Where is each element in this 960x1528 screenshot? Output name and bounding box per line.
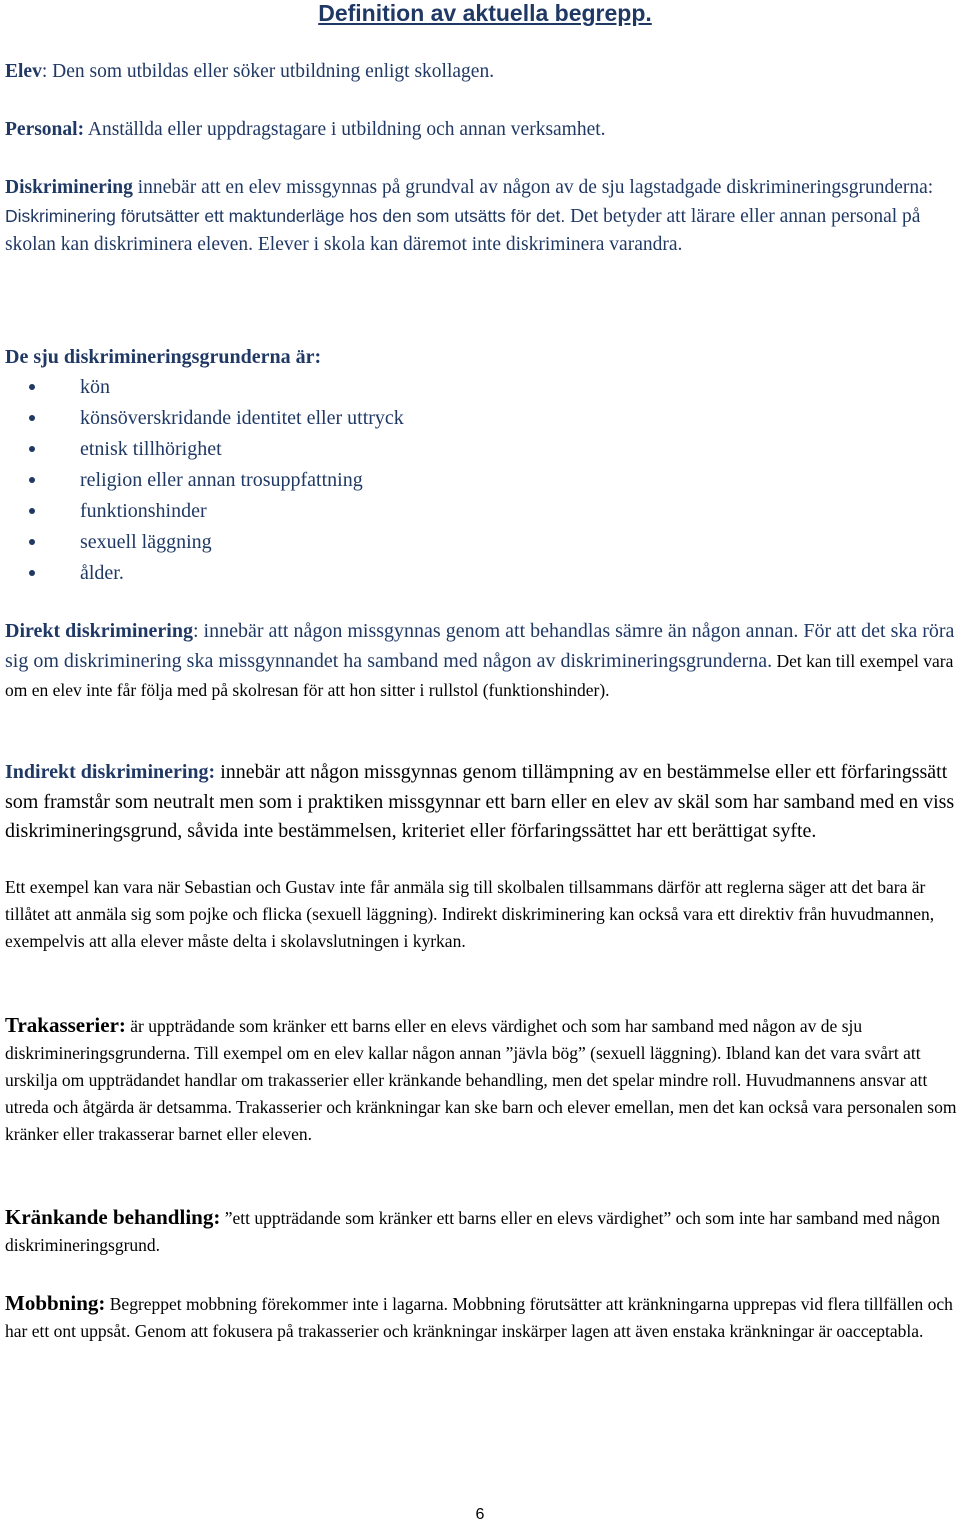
- ground-list-item: [5, 496, 957, 527]
- bullet-icon: [29, 508, 35, 514]
- personal-text: Anställda eller uppdragstagare i utbildning och annan verksamhet.: [84, 119, 606, 140]
- bullet-icon: [29, 570, 35, 576]
- personal-term: Personal:: [5, 119, 85, 140]
- ground-list-item: [5, 372, 957, 403]
- ground-label: ålder.: [80, 562, 124, 584]
- indirekt-definition: [5, 758, 957, 847]
- grounds-heading: De sju diskrimineringsgrunderna är:: [5, 346, 322, 368]
- krankande-definition: [5, 1204, 957, 1259]
- elev-term: Elev: [5, 61, 42, 82]
- ground-label: könsöverskridande identitet eller uttryck: [80, 407, 404, 429]
- direkt-term: Direkt diskriminering: [5, 620, 193, 642]
- direkt-text-1: : innebär att någon missgynnas genom att behandlas sämre än någon annan. För att det ska röra sig om diskriminering ska missgynnandet ha samband med någon av diskrimineringsgrunderna.: [5, 620, 955, 672]
- krankande-text: ”ett uppträdande som kränker ett barns eller en elevs värdighet” och som inte har samband med någon diskrimineringsgrund.: [5, 1208, 941, 1255]
- ground-list-item: [5, 434, 957, 465]
- direkt-text-2: Det kan till exempel vara om en elev inte får följa med på skolresan för att hon sitter i rullstol (funktionshinder).: [5, 650, 954, 700]
- ground-label: sexuell läggning: [80, 531, 212, 553]
- bullet-icon: [29, 539, 35, 545]
- indirekt-text-1: innebär att någon missgynnas genom tillämpning av en bestämmelse eller ett förfaringssätt som framstår som neutralt men som i praktiken missgynnar ett barn eller en elev av skäl som har samband med en viss diskrimineringsgrund, såvida inte bestämmelsen, kriteriet eller förfaringssättet har ett berättigat syfte.: [5, 761, 955, 842]
- diskriminering-term: Diskriminering: [5, 177, 133, 198]
- ground-list-item: [5, 558, 957, 589]
- elev-text: : Den som utbildas eller söker utbildning enligt skollagen.: [41, 61, 495, 82]
- indirekt-example: Ett exempel kan vara när Sebastian och Gustav inte får anmäla sig till skolbalen tillsammans därför att reglerna säger att det bara är tillåtet att anmäla sig som pojke och flicka (sexuell läggning). Indirekt diskriminering kan också vara ett direktiv från huvudmannen, exempelvis att alla elever måste delta i skolavslutningen i kyrkan.: [5, 877, 935, 951]
- indirekt-term: Indirekt diskriminering:: [5, 761, 216, 783]
- trakasserier-text-2: Till exempel om en elev kallar någon annan ”jävla bög” (sexuell läggning). Ibland kan det vara svårt att urskilja om uppträdandet handlar om trakasserier eller kränkande behandling, men det spelar mindre roll. Huvudmannens ansvar att utreda och åtgärda är detsamma. Trakasserier och kränkningar kan ske barn och elever emellan, men det kan också vara personalen som kränker eller trakasserar barnet eller eleven.: [5, 1043, 957, 1144]
- mobbning-term: Mobbning:: [5, 1291, 106, 1315]
- grounds-list: [5, 372, 957, 589]
- bullet-icon: [29, 446, 35, 452]
- diskriminering-text-1: innebär att en elev missgynnas på grundval av någon av de sju lagstadgade diskrimineringsgrunderna:: [132, 177, 934, 198]
- diskriminering-text-2: Diskriminering förutsätter ett maktunderläge hos den som utsätts för det.: [5, 206, 566, 226]
- bullet-icon: [29, 415, 35, 421]
- bullet-icon: [29, 384, 35, 390]
- page-number: 6: [475, 1506, 485, 1523]
- trakasserier-term: Trakasserier:: [5, 1013, 126, 1037]
- ground-list-item: [5, 403, 957, 434]
- bullet-icon: [29, 477, 35, 483]
- mobbning-definition: [5, 1290, 957, 1345]
- ground-list-item: [5, 465, 957, 496]
- ground-list-item: [5, 527, 957, 558]
- ground-label: funktionshinder: [80, 500, 207, 522]
- mobbning-text: Begreppet mobbning förekommer inte i lagarna. Mobbning förutsätter att kränkningarna upprepas vid flera tillfällen och har ett ont uppsåt. Genom att fokusera på trakasserier och kränkningar inskärper lagen att även enstaka kränkningar är oacceptabla.: [5, 1294, 953, 1341]
- diskriminering-definition: [5, 174, 957, 259]
- page-title: Definition av aktuella begrepp.: [318, 0, 652, 26]
- diskriminering-text-3: Det betyder att lärare eller annan personal på skolan kan diskriminera eleven. Elever i skola kan däremot inte diskriminera varandra.: [5, 206, 921, 255]
- ground-label: religion eller annan trosuppfattning: [80, 469, 363, 491]
- ground-label: etnisk tillhörighet: [80, 438, 222, 460]
- direkt-definition: [5, 617, 957, 706]
- ground-label: kön: [80, 376, 110, 398]
- personal-definition: [5, 116, 957, 144]
- krankande-term: Kränkande behandling:: [5, 1205, 221, 1229]
- trakasserier-text-1: är uppträdande som kränker ett barns eller en elevs värdighet och som har samband med någon av de sju diskrimineringsgrunderna.: [5, 1016, 863, 1063]
- elev-definition: [5, 58, 957, 86]
- trakasserier-definition: [5, 1012, 957, 1148]
